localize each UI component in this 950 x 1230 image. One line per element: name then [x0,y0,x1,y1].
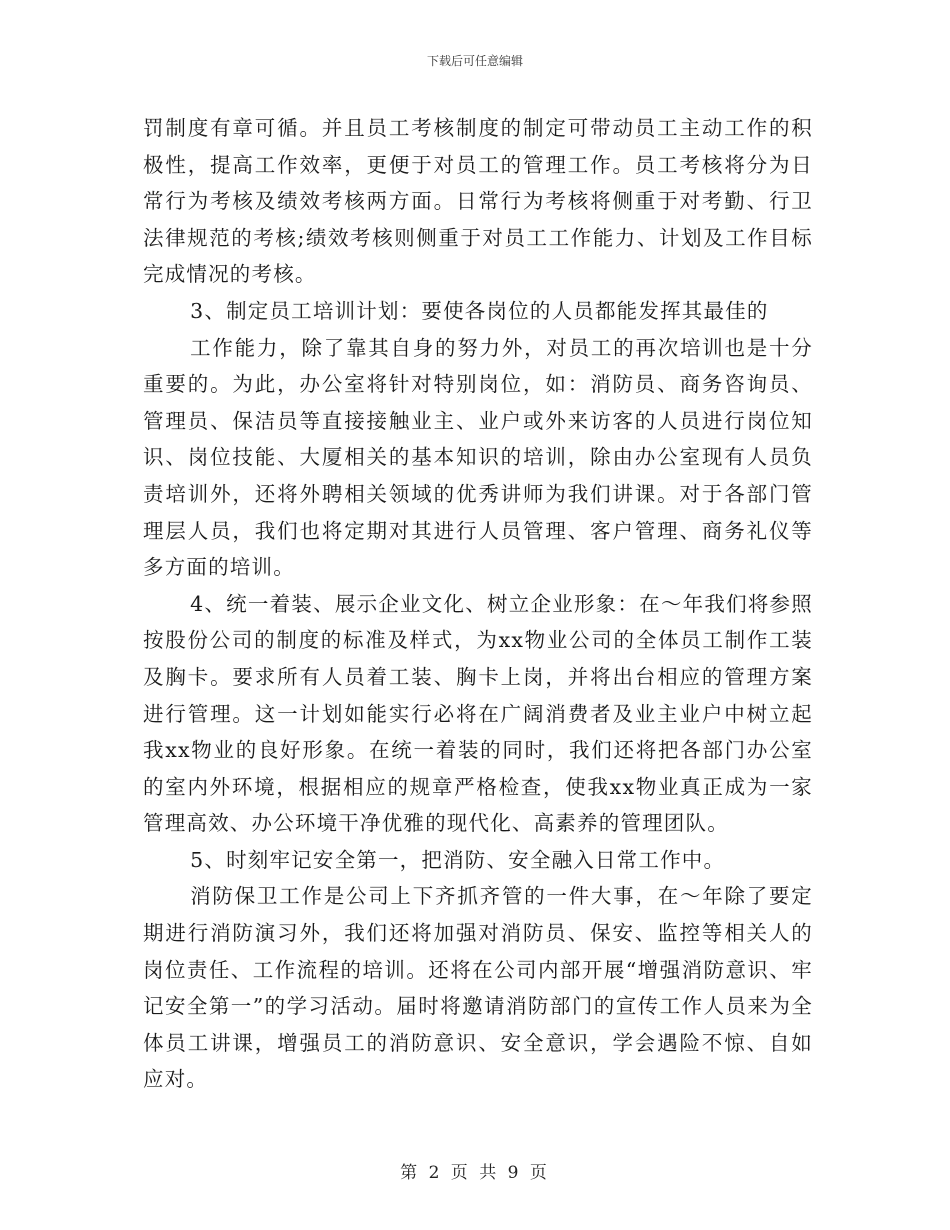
paragraph-safety-heading: 5、时刻牢记安全第一，把消防、安全融入日常工作中。 [190,847,726,872]
paragraph-uniform: 4、统一着装、展示企业文化、树立企业形象：在～年我们将参照按股份公司的制度的标准及样式，为xx物业公司的全体员工制作工装及胸卡。要求所有人员着工装、胸卡上岗，并将出台相应的管理方案进行管理。这一计划如能实行必将在广阔消费者及业主业户中树立起我xx物业的良好形象。在统一着装的同时，我们还将把各部门办公室的室内外环境，根据相应的规章严格检查，使我xx物业真正成为一家管理高效、办公环境干净优雅的现代化、高素养的管理团队。 [143,591,813,836]
paragraph-continuation: 罚制度有章可循。并且员工考核制度的制定可带动员工主动工作的积极性，提高工作效率，更便于对员工的管理工作。员工考核将分为日常行为考核及绩效考核两方面。日常行为考核将侧重于对考勤、行卫法律规范的考核;绩效考核则侧重于对员工工作能力、计划及工作目标完成情况的考核。 [143,116,813,287]
page-header: 下载后可任意编辑 [426,54,523,68]
paragraph-training-plan: 工作能力，除了靠其自身的努力外，对员工的再次培训也是十分重要的。为此，办公室将针对特别岗位，如：消防员、商务咨询员、管理员、保洁员等直接接触业主、业户或外来访客的人员进行岗位知识、岗位技能、大厦相关的基本知识的培训，除由办公室现有人员负责培训外，还将外聘相关领域的优秀讲师为我们讲课。对于各部门管理层人员，我们也将定期对其进行人员管理、客户管理、商务礼仪等多方面的培训。 [143,335,813,580]
paragraph-fire-safety: 消防保卫工作是公司上下齐抓齐管的一件大事，在～年除了要定期进行消防演习外，我们还将加强对消防员、保安、监控等相关人的岗位责任、工作流程的培训。还将在公司内部开展“增强消防意识、牢记安全第一”的学习活动。届时将邀请消防部门的宣传工作人员来为全体员工讲课，增强员工的消防意识、安全意识，学会遇险不惊、自如应对。 [143,884,813,1092]
paragraph-training-plan-heading: 3、制定员工培训计划：要使各岗位的人员都能发挥其最佳的 [190,298,769,323]
page-number: 第 2 页 共 9 页 [400,1163,550,1183]
document-body [143,110,813,1098]
